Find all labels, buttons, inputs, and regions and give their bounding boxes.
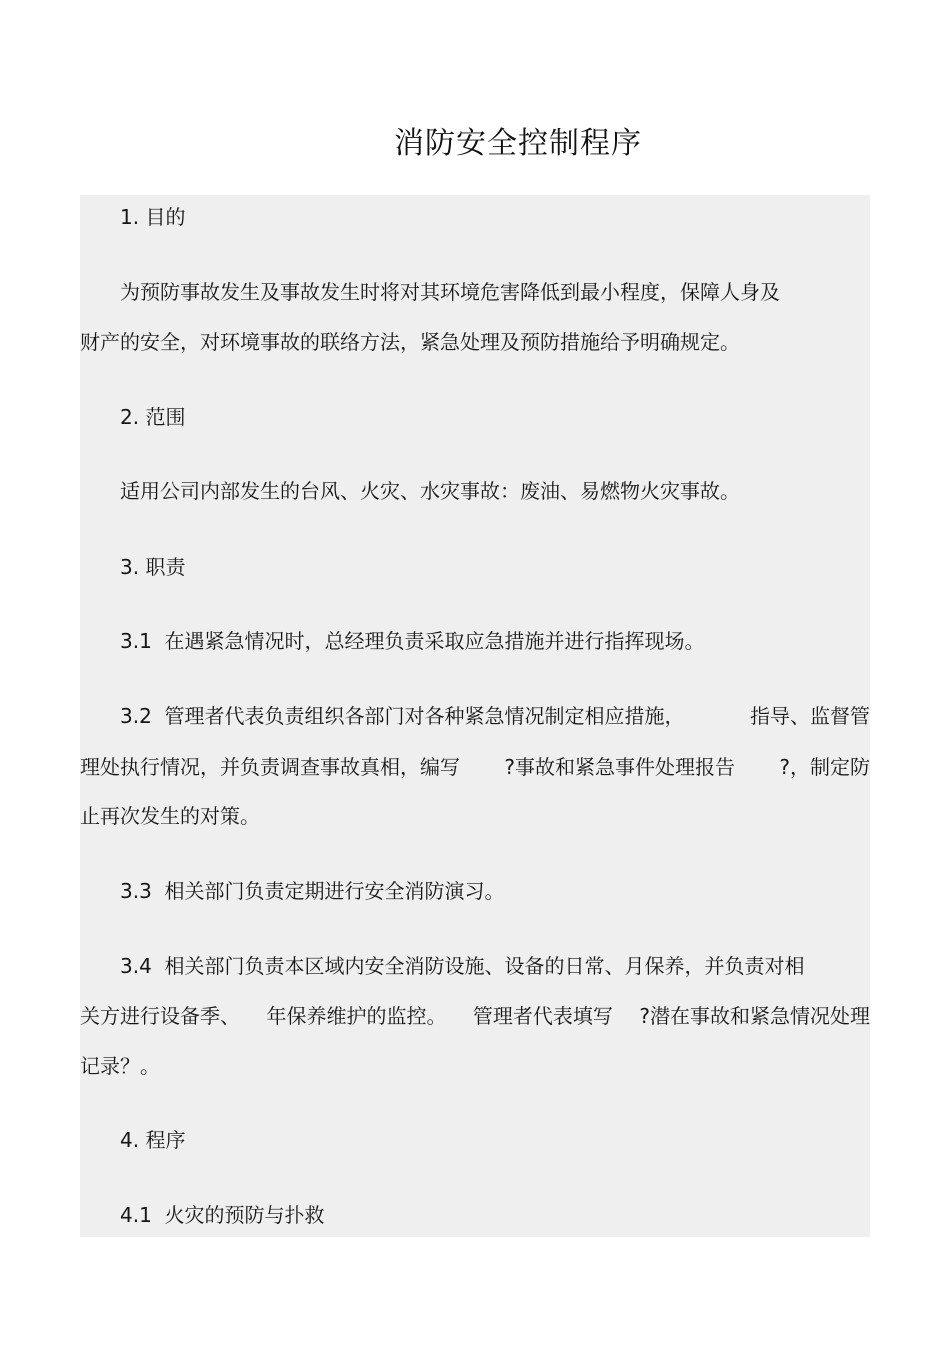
duty-3-4-line-3: 记录？。 xyxy=(80,1054,160,1078)
duty-3-2-line-1 xyxy=(120,701,870,731)
procedure-heading: 4. 程序 xyxy=(120,1128,186,1152)
duty-3-1: 3.1 在遇紧急情况时，总经理负责采取应急措施并进行指挥现场。 xyxy=(120,629,705,653)
duty-3-4-line-2-part-b: 年保养维护的监控。 xyxy=(266,1004,447,1028)
document-title: 消防安全控制程序 xyxy=(394,126,642,161)
duty-3-2-line-2 xyxy=(80,752,870,782)
duty-3-4-line-1: 3.4 相关部门负责本区域内安全消防设施、设备的日常、月保养，并负责对相 xyxy=(120,954,805,978)
purpose-text-line-1: 为预防事故发生及事故发生时将对其环境危害降低到最小程度，保障人身及 xyxy=(120,280,780,304)
scope-heading: 2. 范围 xyxy=(120,405,186,429)
duty-3-4-line-2-part-c: 管理者代表填写 xyxy=(472,1004,613,1028)
purpose-text-line-2: 财产的安全，对环境事故的联络方法，紧急处理及预防措施给予明确规定。 xyxy=(80,330,740,354)
duty-3-4-line-2 xyxy=(80,1001,870,1031)
duty-3-4-line-2-part-d: ?潜在事故和紧急情况处理 xyxy=(639,1004,870,1028)
duty-3-3: 3.3 相关部门负责定期进行安全消防演习。 xyxy=(120,879,505,903)
duty-3-2-line-1-part-b: 指导、监督管 xyxy=(750,704,870,728)
duty-3-4-line-2-part-a: 关方进行设备季、 xyxy=(80,1004,240,1028)
duty-3-2-line-3: 止再次发生的对策。 xyxy=(80,804,260,828)
duty-3-2-line-1-part-a: 3.2 管理者代表负责组织各部门对各种紧急情况制定相应措施， xyxy=(120,704,685,728)
purpose-heading: 1. 目的 xyxy=(120,205,186,229)
duty-3-2-line-2-part-a: 理处执行情况，并负责调查事故真相，编写 xyxy=(80,755,460,779)
scope-text: 适用公司内部发生的台风、火灾、水灾事故：废油、易燃物火灾事故。 xyxy=(120,479,740,503)
duty-3-2-line-2-part-b: ?事故和紧急事件处理报告 xyxy=(504,755,735,779)
duty-3-2-line-2-part-c: ?，制定防 xyxy=(779,755,870,779)
duty-heading: 3. 职责 xyxy=(120,555,186,579)
procedure-4-1: 4.1 火灾的预防与扑救 xyxy=(120,1203,325,1227)
